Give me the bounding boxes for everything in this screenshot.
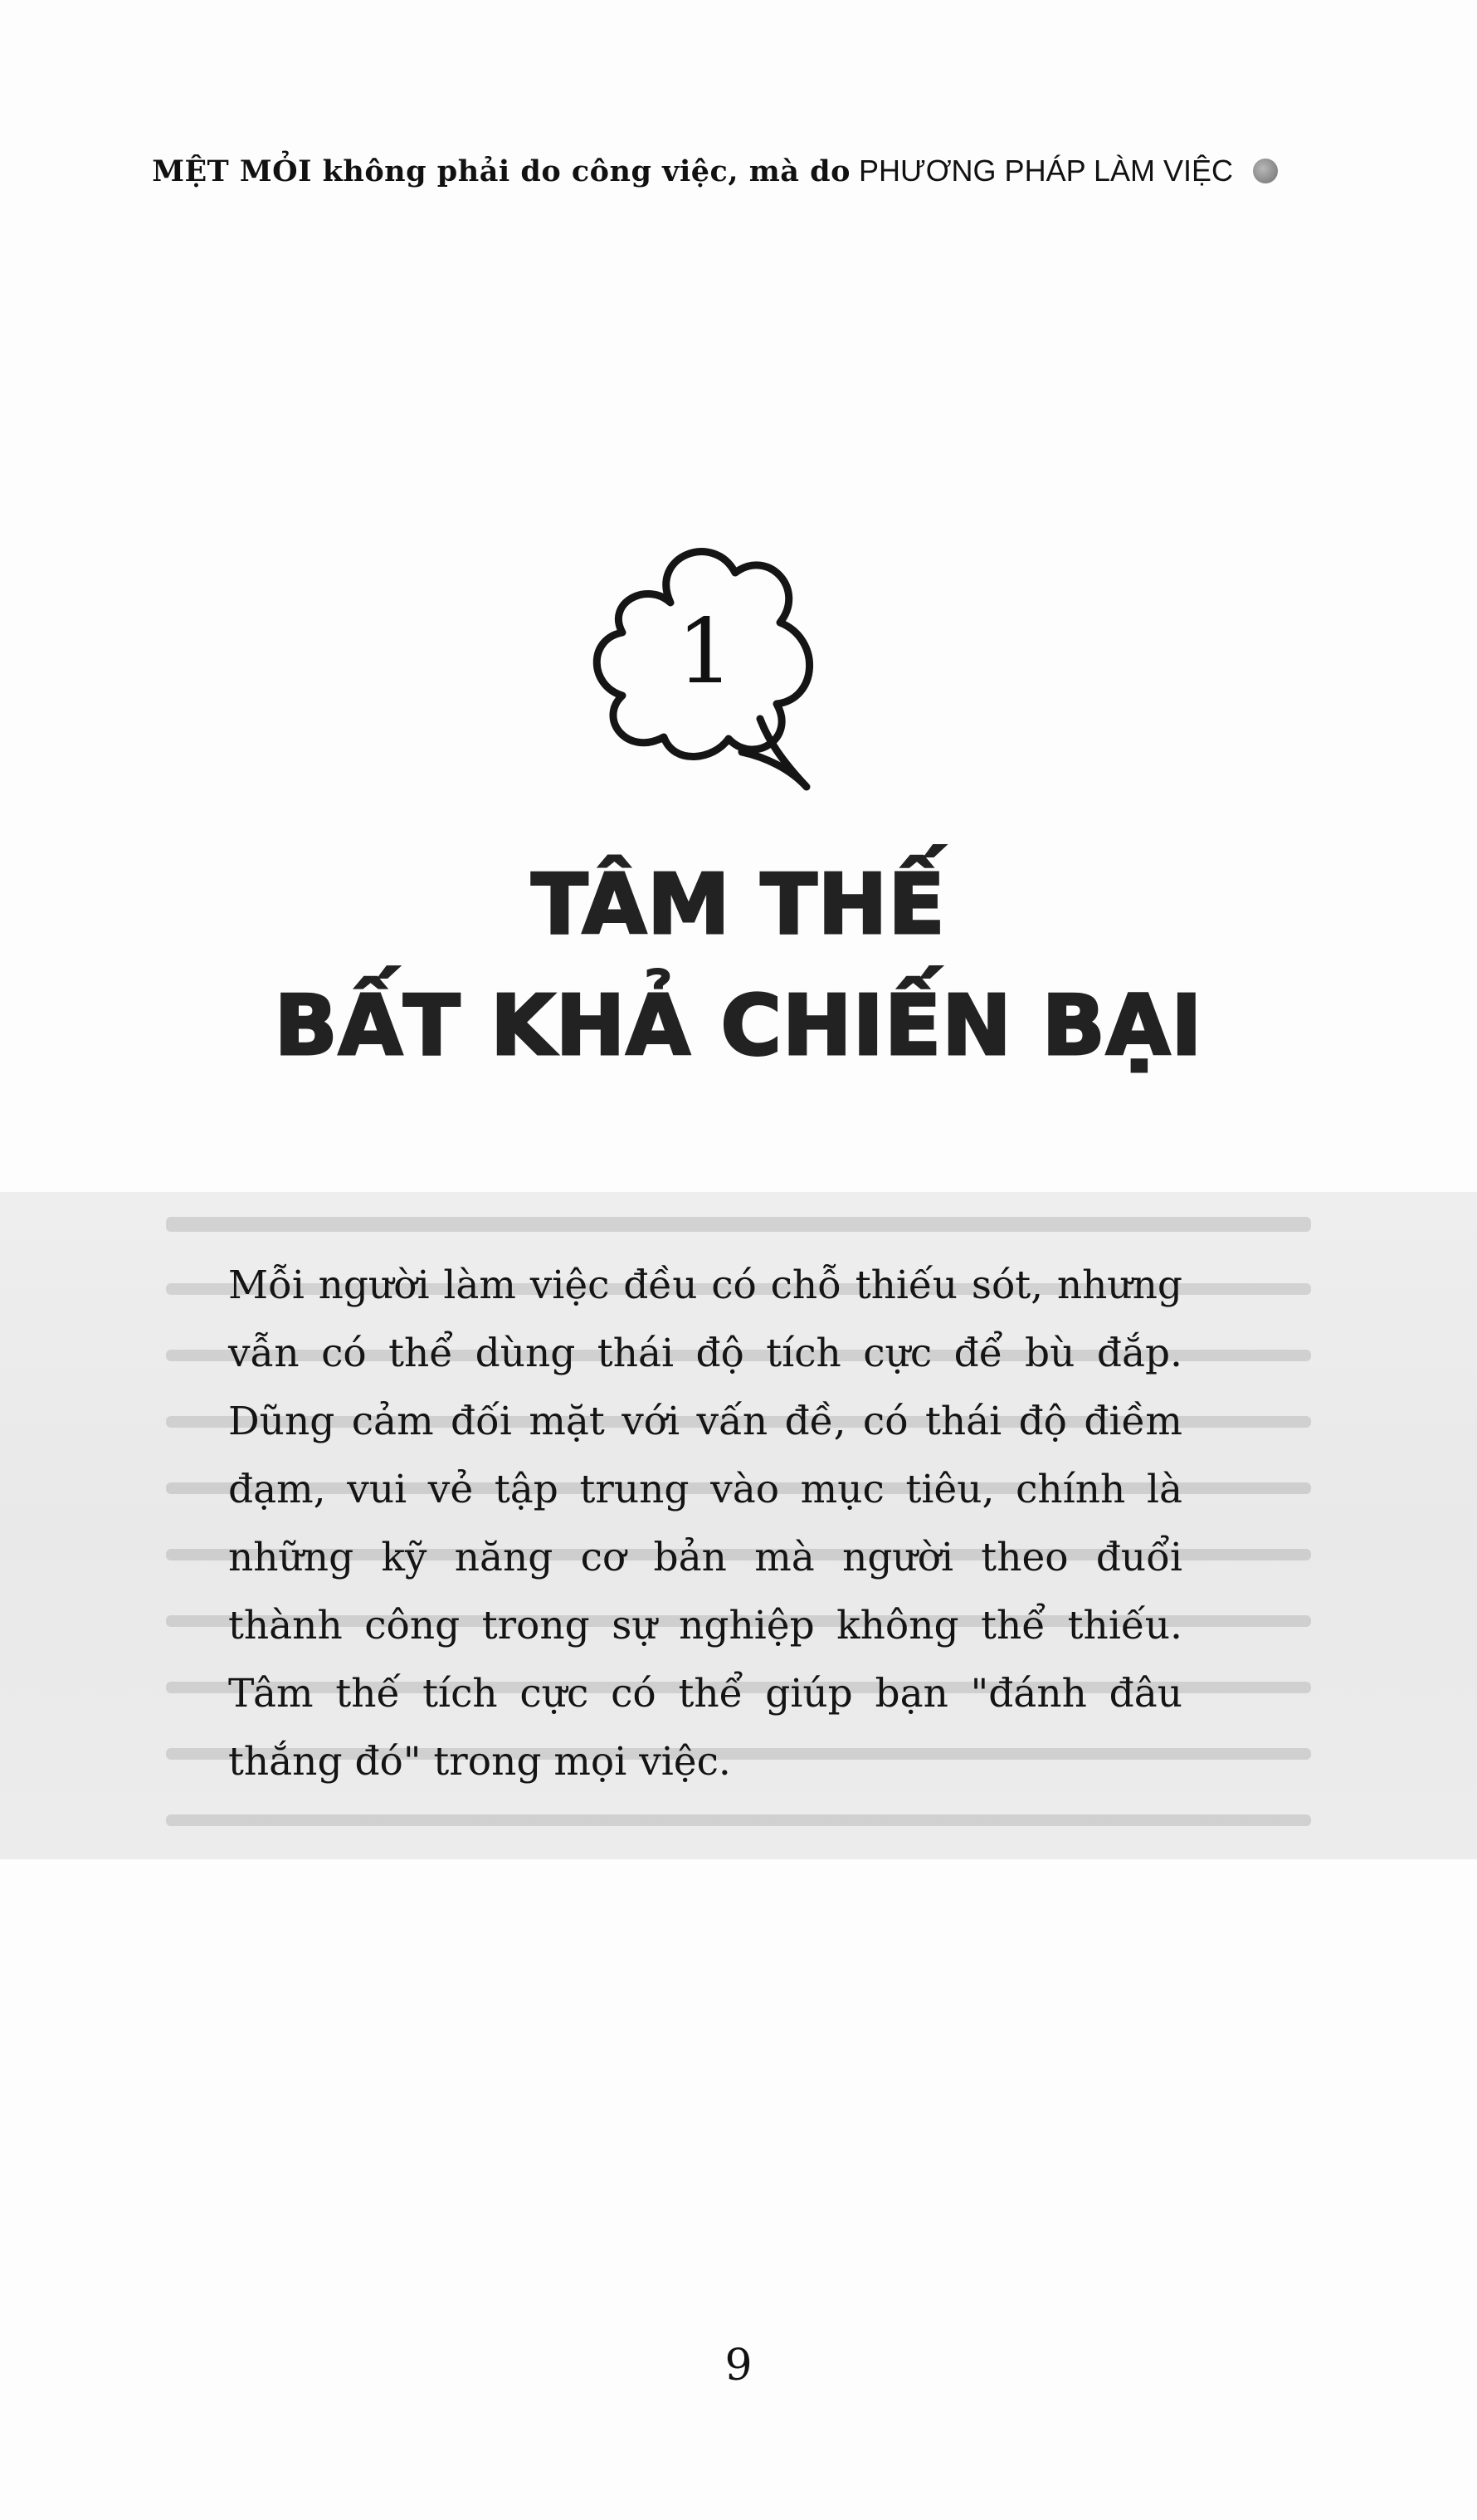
running-header (152, 146, 1278, 196)
intro-line: Dũng cảm đối mặt với vấn đề, có thái độ điềm (228, 1399, 1182, 1444)
bullet-dot-icon (1253, 159, 1278, 183)
page-number: 9 (724, 2341, 753, 2391)
chapter-title-line-1: TÂM THẾ (531, 856, 946, 953)
running-header-subtitle: PHƯƠNG PHÁP LÀM VIỆC (858, 154, 1233, 188)
intro-line: Tâm thế tích cực có thể giúp bạn "đánh đâu (228, 1671, 1182, 1717)
chapter-number: 1 (676, 599, 734, 704)
intro-line: thắng đó" trong mọi việc. (228, 1739, 731, 1785)
intro-line: đạm, vui vẻ tập trung vào mục tiêu, chính là (228, 1467, 1182, 1512)
intro-paragraph (228, 1252, 1182, 1796)
intro-line: Mỗi người làm việc đều có chỗ thiếu sót, nhưng (228, 1262, 1182, 1308)
intro-line: những kỹ năng cơ bản mà người theo đuổi (228, 1535, 1182, 1580)
chapter-cloud (573, 523, 838, 805)
chapter-title-line-2: BẤT KHẢ CHIẾN BẠI (274, 977, 1203, 1074)
running-header-title: MỆT MỎI không phải do công việc, mà do (152, 154, 851, 188)
intro-line: thành công trong sự nghiệp không thể thiếu. (228, 1603, 1182, 1648)
intro-line: vẫn có thể dùng thái độ tích cực để bù đắp. (228, 1331, 1182, 1376)
